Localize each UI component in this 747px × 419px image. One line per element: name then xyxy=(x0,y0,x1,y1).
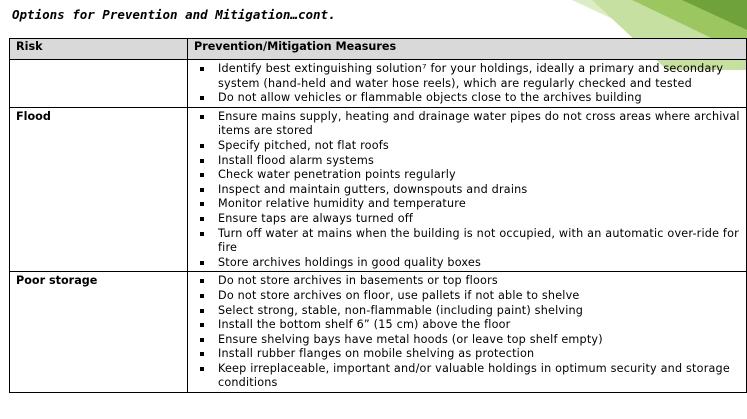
list-item: Do not allow vehicles or flammable objects close to the archives building xyxy=(194,91,742,106)
header-measures: Prevention/Mitigation Measures xyxy=(188,39,747,60)
list-item: Store archives holdings in good quality boxes xyxy=(194,256,742,271)
risk-cell: Poor storage xyxy=(10,272,188,393)
table-header-row xyxy=(10,39,747,60)
list-item: Check water penetration points regularly xyxy=(194,168,742,183)
list-item: Install the bottom shelf 6” (15 cm) above the floor xyxy=(194,318,742,333)
risk-cell: Flood xyxy=(10,107,188,272)
list-item: Ensure mains supply, heating and drainage water pipes do not cross areas where archival items are stored xyxy=(194,110,742,139)
list-item: Do not store archives in basements or top floors xyxy=(194,274,742,289)
measures-list xyxy=(194,62,742,106)
list-item: Do not store archives on floor, use pallets if not able to shelve xyxy=(194,289,742,304)
list-item: Install rubber flanges on mobile shelving as protection xyxy=(194,347,742,362)
header-risk: Risk xyxy=(10,39,188,60)
list-item: Turn off water at mains when the building is not occupied, with an automatic over-ride for fire xyxy=(194,227,742,256)
list-item: Ensure shelving bays have metal hoods (or leave top shelf empty) xyxy=(194,333,742,348)
list-item: Specify pitched, not flat roofs xyxy=(194,139,742,154)
slide-title: Options for Prevention and Mitigation…cont. xyxy=(12,7,336,22)
list-item: Select strong, stable, non-flammable (including paint) shelving xyxy=(194,304,742,319)
list-item: Monitor relative humidity and temperature xyxy=(194,197,742,212)
table-row xyxy=(10,107,747,272)
table-row xyxy=(10,272,747,393)
list-item: Inspect and maintain gutters, downspouts and drains xyxy=(194,183,742,198)
list-item: Install flood alarm systems xyxy=(194,154,742,169)
measures-cell xyxy=(188,60,747,108)
measures-list xyxy=(194,274,742,391)
list-item: Keep irreplaceable, important and/or valuable holdings in optimum security and storage conditions xyxy=(194,362,742,391)
list-item: Identify best extinguishing solution⁷ for your holdings, ideally a primary and secondary system (hand-held and water hose reels), which are regularly checked and tested xyxy=(194,62,742,91)
risk-cell xyxy=(10,60,188,108)
risk-table xyxy=(9,38,747,393)
measures-cell xyxy=(188,272,747,393)
table-row xyxy=(10,60,747,108)
measures-list xyxy=(194,110,742,271)
list-item: Ensure taps are always turned off xyxy=(194,212,742,227)
measures-cell xyxy=(188,107,747,272)
